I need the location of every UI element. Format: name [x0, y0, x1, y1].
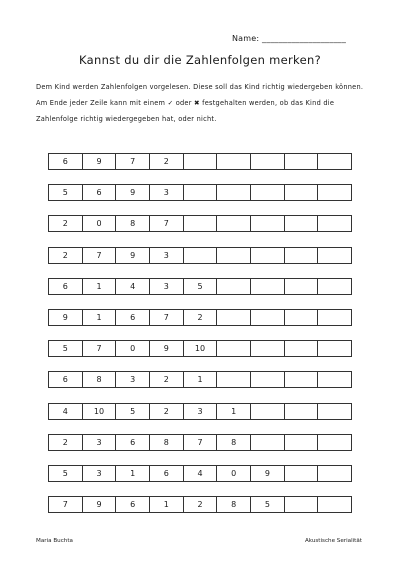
sequence-cell: 3: [184, 404, 218, 419]
sequence-cell: 2: [49, 248, 83, 263]
sequence-cell: 2: [150, 404, 184, 419]
sequence-cell: 6: [83, 185, 117, 200]
sequence-cell: [318, 497, 351, 512]
sequence-cell: 0: [83, 216, 117, 231]
sequence-cell: 2: [49, 435, 83, 450]
sequence-row: [48, 340, 352, 357]
sequence-row: [48, 153, 352, 170]
sequence-cell: 0: [217, 466, 251, 481]
sequence-cell: 6: [116, 497, 150, 512]
sequence-cell: 5: [49, 185, 83, 200]
sequence-cell: 6: [150, 466, 184, 481]
sequence-cell: 8: [83, 372, 117, 387]
sequence-cell: [318, 341, 351, 356]
sequence-cell: 9: [116, 248, 150, 263]
sequence-cell: 6: [49, 154, 83, 169]
sequence-cell: 2: [184, 310, 218, 325]
sequence-cell: 7: [116, 154, 150, 169]
sequence-cell: [285, 341, 319, 356]
sequence-cell: [285, 216, 319, 231]
sequence-cell: 3: [150, 279, 184, 294]
sequence-cell: [184, 154, 218, 169]
sequence-cell: [251, 404, 285, 419]
sequence-cell: [251, 310, 285, 325]
sequence-cell: [285, 466, 319, 481]
sequence-cell: 5: [184, 279, 218, 294]
sequence-cell: [217, 248, 251, 263]
sequence-cell: 2: [49, 216, 83, 231]
sequence-cell: [184, 248, 218, 263]
instructions-text: Dem Kind werden Zahlenfolgen vorgelesen. Diese soll das Kind richtig wiedergeben können. Am Ende jeder Zeile kann mit einem ✓ oder ✖ festgehalten werden, ob das Kind die Zahlenfolge richtig wiedergegeben hat, oder nicht.: [36, 83, 364, 123]
sequence-cell: [217, 372, 251, 387]
sequence-cell: [285, 310, 319, 325]
sequence-cell: [318, 154, 351, 169]
sequence-cell: 8: [217, 497, 251, 512]
sequence-row: [48, 496, 352, 513]
sequence-cell: 9: [251, 466, 285, 481]
sequence-cell: 10: [83, 404, 117, 419]
sequence-cell: 3: [150, 248, 184, 263]
page-title: Kannst du dir die Zahlenfolgen merken?: [79, 53, 321, 67]
sequence-cell: 9: [150, 341, 184, 356]
sequence-row: [48, 247, 352, 264]
sequence-cell: 8: [217, 435, 251, 450]
sequence-cell: 4: [184, 466, 218, 481]
sequence-cell: [285, 497, 319, 512]
sequence-cell: 7: [83, 341, 117, 356]
sequence-row: [48, 309, 352, 326]
footer-topic: Akustische Serialität: [304, 538, 362, 544]
sequence-cell: 9: [83, 154, 117, 169]
sequence-cell: 1: [150, 497, 184, 512]
sequence-cell: [285, 279, 319, 294]
sequence-cell: 0: [116, 341, 150, 356]
sequence-cell: 7: [83, 248, 117, 263]
sequence-cell: 1: [217, 404, 251, 419]
sequence-cell: 10: [184, 341, 218, 356]
sequence-cell: 8: [150, 435, 184, 450]
name-field-label: Name: ____________________: [232, 34, 347, 43]
sequence-cell: 5: [116, 404, 150, 419]
sequence-cell: 1: [83, 310, 117, 325]
sequence-row: [48, 434, 352, 451]
footer-author: Maria Buchta: [36, 538, 73, 544]
sequence-cell: 1: [116, 466, 150, 481]
sequence-cell: [285, 404, 319, 419]
sequence-cell: [251, 279, 285, 294]
sequence-cell: 5: [49, 341, 83, 356]
sequence-cell: [318, 216, 351, 231]
sequence-cell: 3: [83, 435, 117, 450]
sequence-cell: [184, 185, 218, 200]
sequence-cell: 5: [251, 497, 285, 512]
sequence-cell: [318, 279, 351, 294]
sequence-cell: 3: [150, 185, 184, 200]
sequence-cell: [251, 248, 285, 263]
sequence-cell: [251, 372, 285, 387]
sequence-cell: 7: [49, 497, 83, 512]
sequence-cell: 6: [116, 435, 150, 450]
sequence-cell: 4: [116, 279, 150, 294]
sequence-cell: 7: [150, 216, 184, 231]
sequence-cell: [318, 248, 351, 263]
sequence-cell: [251, 341, 285, 356]
sequence-cell: 9: [83, 497, 117, 512]
sequence-cell: [184, 216, 218, 231]
sequence-cell: 6: [49, 279, 83, 294]
sequence-row: [48, 215, 352, 232]
sequence-cell: [318, 185, 351, 200]
sequence-cell: [318, 466, 351, 481]
sequence-row: [48, 465, 352, 482]
sequence-row: [48, 278, 352, 295]
sequence-cell: [318, 435, 351, 450]
sequence-cell: [285, 185, 319, 200]
sequence-row: [48, 403, 352, 420]
sequence-cell: 9: [116, 185, 150, 200]
sequence-cell: 2: [150, 372, 184, 387]
sequence-cell: [217, 279, 251, 294]
sequence-row: [48, 371, 352, 388]
sequence-cell: 7: [184, 435, 218, 450]
sequence-cell: 2: [184, 497, 218, 512]
sequence-cell: 5: [49, 466, 83, 481]
sequence-cell: [217, 185, 251, 200]
sequence-cell: 3: [83, 466, 117, 481]
sequence-cell: [285, 435, 319, 450]
sequence-cell: [251, 435, 285, 450]
sequence-cell: 9: [49, 310, 83, 325]
sequence-cell: 6: [116, 310, 150, 325]
sequence-cell: [318, 404, 351, 419]
sequence-cell: [217, 154, 251, 169]
sequence-cell: 4: [49, 404, 83, 419]
sequence-cell: [285, 372, 319, 387]
sequence-cell: [251, 216, 285, 231]
sequence-cell: [285, 248, 319, 263]
sequence-cell: 1: [83, 279, 117, 294]
sequence-row: [48, 184, 352, 201]
sequence-cell: [285, 154, 319, 169]
sequence-cell: [217, 310, 251, 325]
sequence-cell: [217, 216, 251, 231]
sequence-cell: [318, 310, 351, 325]
sequence-cell: 2: [150, 154, 184, 169]
sequence-cell: [318, 372, 351, 387]
sequence-cell: 7: [150, 310, 184, 325]
sequence-cell: 3: [116, 372, 150, 387]
sequence-cell: 1: [184, 372, 218, 387]
sequence-cell: [217, 341, 251, 356]
sequence-cell: [251, 185, 285, 200]
sequence-cell: 8: [116, 216, 150, 231]
sequence-cell: [251, 154, 285, 169]
sequence-cell: 6: [49, 372, 83, 387]
